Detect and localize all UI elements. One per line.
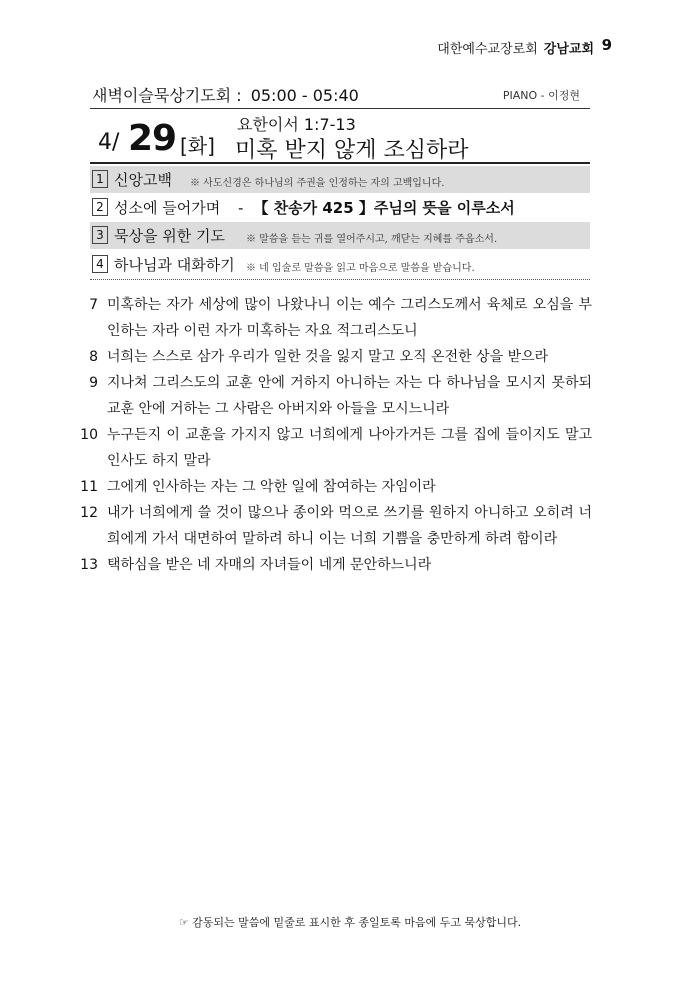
date-weekday: [화] bbox=[180, 134, 215, 158]
service-time: 05:00 - 05:40 bbox=[250, 86, 359, 105]
denomination: 대한예수교장로회 bbox=[437, 42, 538, 57]
footer-instruction: ☞ 감동되는 말씀에 밑줄로 표시한 후 종일토록 마음에 두고 묵상합니다. bbox=[178, 916, 522, 929]
order-number-box: 4 bbox=[92, 255, 108, 273]
verse-text: 너희는 스스로 삼가 우리가 일한 것을 잃지 말고 오직 온전한 상을 받으라 bbox=[107, 349, 549, 365]
verse-number: 11 bbox=[80, 479, 98, 495]
scripture-reference: 요한이서 1:7-13 bbox=[237, 115, 356, 134]
verse-number: 9 bbox=[89, 375, 98, 391]
verse-text: 내가 너희에게 쓸 것이 많으나 종이와 먹으로 쓰기를 원하지 아니하고 오히려 너희에게 가서 대면하여 말하려 하니 이는 너희 기쁨을 충만하게 하려 함이라 bbox=[107, 505, 592, 547]
divider bbox=[90, 162, 590, 164]
verse-text: 택하심을 받은 네 자매의 자녀들이 네게 문안하느니라 bbox=[107, 557, 432, 573]
order-item-prayer bbox=[90, 222, 590, 249]
hymn-dash: - bbox=[238, 199, 244, 217]
verse bbox=[80, 474, 592, 500]
date-day: 29 bbox=[128, 118, 177, 159]
order-label: 신앙고백 bbox=[114, 171, 172, 189]
order-number-box: 3 bbox=[92, 226, 108, 244]
service-name: 새벽이슬묵상기도회 : bbox=[92, 86, 242, 105]
verse-text: 그에게 인사하는 자는 그 악한 일에 참여하는 자임이라 bbox=[107, 479, 436, 495]
verse-text: 누구든지 이 교훈을 가지지 않고 너희에게 나아가거든 그를 집에 들이지도 말고 인사도 하지 말라 bbox=[107, 427, 592, 469]
verse bbox=[80, 292, 592, 344]
date-month: 4/ bbox=[98, 130, 120, 155]
verse bbox=[80, 370, 592, 422]
order-number-box: 2 bbox=[92, 198, 108, 216]
order-label: 하나님과 대화하기 bbox=[114, 256, 235, 274]
order-label: 묵상을 위한 기도 bbox=[114, 227, 225, 245]
order-label: 성소에 들어가며 bbox=[114, 199, 221, 217]
scripture-passage bbox=[80, 292, 592, 578]
verse bbox=[80, 422, 592, 474]
order-note: ※ 말씀을 듣는 귀를 열어주시고, 깨닫는 지혜를 주옵소서. bbox=[246, 234, 498, 245]
order-item-confession bbox=[90, 166, 590, 193]
piano-credit: PIANO - 이정현 bbox=[502, 89, 580, 102]
sermon-title: 미혹 받지 않게 조심하라 bbox=[235, 138, 469, 163]
verse-number: 7 bbox=[89, 297, 98, 313]
service-bar bbox=[90, 78, 590, 109]
verse bbox=[80, 500, 592, 552]
service-title bbox=[92, 83, 359, 106]
verse-number: 10 bbox=[80, 427, 98, 443]
verse bbox=[80, 552, 592, 578]
order-note: ※ 사도신경은 하나님의 주권을 인정하는 자의 고백입니다. bbox=[190, 178, 445, 189]
order-item-dialogue bbox=[90, 251, 590, 278]
verse-number: 8 bbox=[89, 349, 98, 365]
verse-text: 지나쳐 그리스도의 교훈 안에 거하지 아니하는 자는 다 하나님을 모시지 못하되 교훈 안에 거하는 그 사람은 아버지와 아들을 모시느니라 bbox=[107, 375, 592, 417]
verse-number: 13 bbox=[80, 557, 98, 573]
hymn-title: 【 찬송가 425 】주님의 뜻을 이루소서 bbox=[253, 199, 515, 217]
verse-number: 12 bbox=[80, 505, 98, 521]
page-number: 9 bbox=[601, 36, 612, 54]
page-header bbox=[437, 36, 612, 57]
order-item-hymn bbox=[90, 194, 590, 221]
church-name: 강남교회 bbox=[543, 42, 594, 57]
dotted-divider bbox=[90, 279, 590, 280]
verse bbox=[80, 344, 592, 370]
order-note: ※ 네 입술로 말씀을 읽고 마음으로 말씀을 받습니다. bbox=[246, 263, 475, 274]
verse-text: 미혹하는 자가 세상에 많이 나왔나니 이는 예수 그리스도께서 육체로 오심을 부인하는 자라 이런 자가 미혹하는 자요 적그리스도니 bbox=[107, 297, 592, 339]
hymn-info bbox=[238, 197, 515, 218]
order-number-box: 1 bbox=[92, 170, 108, 188]
